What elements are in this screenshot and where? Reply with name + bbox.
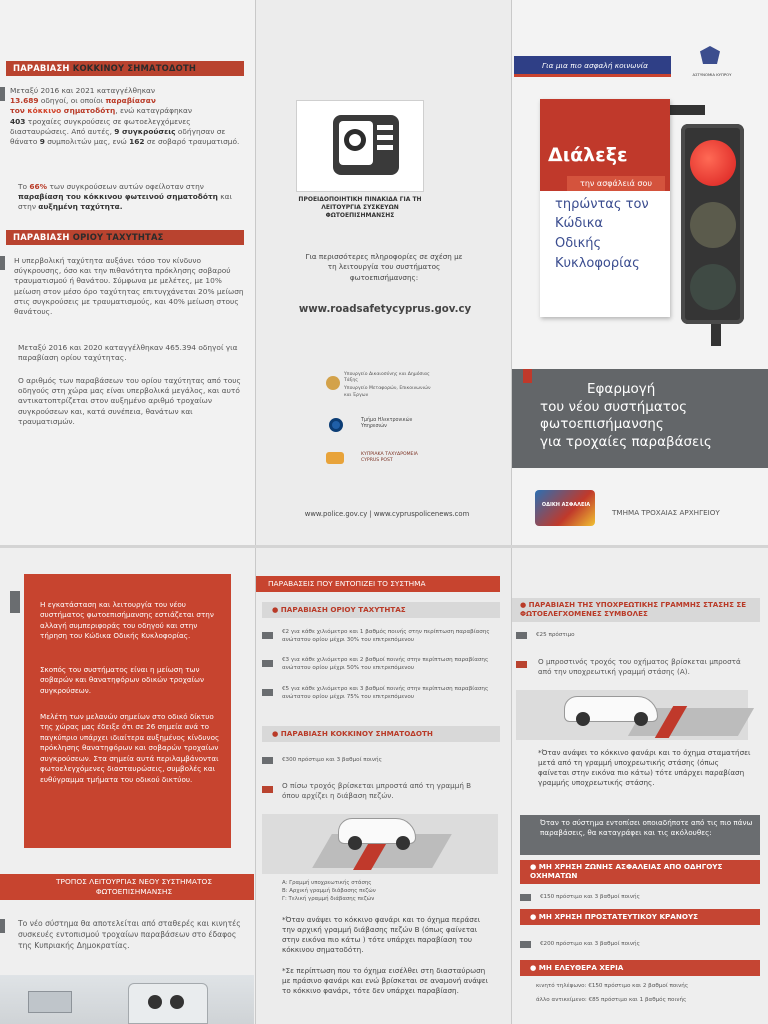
row-marker — [516, 661, 527, 668]
red-light-header: ΠΑΡΑΒΙΑΣΗ ΚΟΚΚΙΝΟΥ ΣΗΜΑΤΟΔΟΤΗ — [6, 61, 244, 76]
tagline-red — [514, 74, 671, 77]
hands-free-fine-phone: κινητό τηλέφωνο: €150 πρόστιμο και 2 βαθμοί ποινής — [536, 983, 689, 989]
red-light-icon — [690, 140, 736, 186]
eservices-logo — [329, 418, 343, 432]
website-link[interactable]: www.roadsafetycyprus.gov.cy — [298, 304, 472, 315]
mode-text: Το νέο σύστημα θα αποτελείται από σταθερές και κινητές συσκευές εντοπισμού τροχαίων παραβάσεων στο έδαφος της Κυπριακής Δημοκρατίας. — [18, 919, 241, 950]
hero-kykloforias: Κυκλοφορίας — [555, 256, 640, 271]
traffic-light-pole — [665, 105, 705, 115]
section-marker — [0, 87, 5, 101]
eservices-name: Τμήμα Ηλεκτρονικών Υπηρεσιών — [361, 418, 413, 430]
mission-marker — [10, 591, 20, 613]
stop-line-note: Ο μπροστινός τροχός του οχήματος βρίσκεται μπροστά από την υποχρεωτική γραμμή στάσης (Α). — [538, 657, 741, 677]
red-light-note: Ο πίσω τροχός βρίσκεται μπροστά από τη γραμμή Β όπου αρχίζει η διάβαση πεζών. — [282, 781, 472, 801]
red-light-violation-title: ● ΠΑΡΑΒΙΑΣΗ ΚΟΚΚΙΝΟΥ ΣΗΜΑΤΟΔΟΤΗ — [262, 726, 500, 742]
hands-free-title: ● ΜΗ ΕΛΕΥΘΕΡΑ ΧΕΡΙΑ — [520, 960, 760, 976]
camera-sign — [296, 100, 424, 192]
road-safety-badge — [535, 490, 595, 526]
hero-safety: την ασφάλειά σου — [567, 176, 665, 191]
dept-name: ΤΜΗΜΑ ΤΡΟΧΑΙΑΣ ΑΡΧΗΓΕΙΟΥ — [612, 508, 720, 517]
red-light-percent: Το 66% των συγκρούσεων αυτών οφείλοταν στην παραβίαση του κόκκινου φωτεινού σηματοδότη και στην αυξημένη ταχύτητα. — [18, 182, 233, 212]
ministry-logo — [326, 376, 340, 390]
tagline-text: Για μια πιο ασφαλή κοινωνία — [542, 61, 648, 70]
speed-fine-1: €2 για κάθε χιλιόμετρο και 1 βαθμός ποινής στην περίπτωση παραβίασης ανώτατου ορίου μέχρι 30% του επιτρεπόμενου — [282, 629, 490, 643]
row-marker — [262, 660, 273, 667]
hero-keeping: τηρώντας τον — [555, 197, 649, 212]
speed-limit-count: Μεταξύ 2016 και 2020 καταγγέλθηκαν 465.394 οδηγοί για παραβίαση ορίου ταχύτητας. — [18, 343, 238, 363]
camera-photo — [0, 975, 254, 1024]
red-light-footnote-1: *Όταν ανάψει το κόκκινο φανάρι και το όχημα περάσει την αρχική γραμμή διάβασης πεζών Β (όπως φαίνεται στην εικόνα πιο κάτω ) τότε υπάρχει παραβίαση του κόκκινου σηματοδότη. — [282, 915, 481, 955]
road-safety-badge-text: ΟΔΙΚΗ ΑΣΦΑΛΕΙΑ — [541, 502, 591, 508]
additional-violations-note: Όταν το σύστημα εντοπίσει οποιαδήποτε από τις πιο πάνω παραβάσεις, θα καταγράφει και τις ακόλουθες: — [520, 815, 760, 855]
helmet-title: ● ΜΗ ΧΡΗΣΗ ΠΡΟΣΤΑΤΕΥΤΙΚΟΥ ΚΡΑΝΟΥΣ — [520, 909, 760, 925]
green-light-icon — [690, 264, 736, 310]
crossing-illustration — [262, 814, 498, 874]
stop-line-title: ● ΠΑΡΑΒΙΑΣΗ ΤΗΣ ΥΠΟΧΡΕΩΤΙΚΗΣ ΓΡΑΜΜΗΣ ΣΤΑΣΗΣ ΣΕ ΦΩΤΟΕΛΕΓΧΟΜΕΝΕΣ ΣΥΜΒΟΛΕΣ — [512, 598, 760, 622]
app-banner-text: Εφαρμογή του νέου συστήματος φωτοεπισήμανσης για τροχαίες παραβάσεις — [540, 381, 712, 450]
row-marker — [520, 894, 531, 901]
mission-p2: Σκοπός του συστήματος είναι η μείωση των σοβαρών και θανατηφόρων οδικών τροχαίων συγκρούσεων. — [40, 665, 205, 695]
speed-limit-header: ΠΑΡΑΒΙΑΣΗ ΟΡΙΟΥ ΤΑΧΥΤΗΤΑΣ — [6, 230, 244, 245]
speed-violation-title: ● ΠΑΡΑΒΙΑΣΗ ΟΡΙΟΥ ΤΑΧΥΤΗΤΑΣ — [262, 602, 500, 618]
hero-choose: Διάλεξε — [548, 144, 628, 166]
footer-links[interactable]: www.police.gov.cy | www.cypruspolicenews.com — [304, 510, 470, 518]
row-marker — [262, 757, 273, 764]
hands-free-fine-other: άλλο αντικείμενο: €85 πρόστιμο και 1 βαθμός ποινής — [536, 997, 687, 1003]
fold-line — [511, 0, 512, 1024]
mode-header-text: ΤΡΟΠΟΣ ΛΕΙΤΟΥΡΓΙΑΣ ΝΕΟΥ ΣΥΣΤΗΜΑΤΟΣ ΦΩΤΟΕΠΙΣΗΜΑΝΣΗΣ — [55, 877, 212, 896]
seatbelt-title: ● ΜΗ ΧΡΗΣΗ ΖΩΝΗΣ ΑΣΦΑΛΕΙΑΣ ΑΠΟ ΟΔΗΓΟΥΣ ΟΧΗΜΑΤΩΝ — [520, 860, 760, 884]
section-marker — [0, 256, 5, 270]
section-marker — [0, 919, 5, 933]
helmet-fine: €200 πρόστιμο και 3 βαθμοί ποινής — [540, 941, 640, 947]
speed-limit-consequence: Ο αριθμός των παραβάσεων του ορίου ταχύτητας από τους οδηγούς στη χώρα μας είναι υπερβολικά μεγάλος, και αυτό αντικατοπτρίζεται στον αυξημένο αριθμό τροχαίων συγκρούσεων και, κατά συνέπεια, θανάτων και τραυματισμών. — [18, 376, 241, 426]
stop-line-fine: €25 πρόστιμο — [536, 632, 575, 638]
row-marker — [516, 632, 527, 639]
speed-fine-2: €3 για κάθε χιλιόμετρο και 2 βαθμοί ποινής στην περίπτωση παραβίασης ανώτατου ορίου μέχρι 50% του επιτρεπόμενου — [282, 657, 489, 671]
amber-light-icon — [690, 202, 736, 248]
speed-fine-3: €5 για κάθε χιλιόμετρο και 3 βαθμοί ποινής στην περίπτωση παραβίασης ανώτατου ορίου μέχρι 75% του επιτρεπόμενου — [282, 686, 489, 700]
ministry-name: Υπουργείο Δικαιοσύνης και Δημόσιας Τάξης Υπουργείο Μεταφορών, Επικοινωνιών και Έργων — [344, 372, 431, 398]
row-marker — [520, 941, 531, 948]
seatbelt-fine: €150 πρόστιμο και 3 βαθμοί ποινής — [540, 894, 640, 900]
page-divider — [0, 545, 768, 548]
red-light-stats: Μεταξύ 2016 και 2021 καταγγέλθηκαν 13.689 οδηγοί, οι οποίοι παραβίασαν τον κόκκινο σηματοδότη, ενώ καταγράφηκαν 403 τροχαίες συγκρούσεις σε φωτοελεγχόμενες διασταυρώσεις. Από αυτές, 9 συγκρούσεις οδήγησαν σε θάνατο 9 συμπολιτών μας, ενώ 162 σε σοβαρό τραυματισμό. — [10, 86, 240, 147]
sign-caption: ΠΡΟΕΙΔΟΠΟΙΗΤΙΚΗ ΠΙΝΑΚΙΔΑ ΓΙΑ ΤΗ ΛΕΙΤΟΥΡΓΙΑ ΣΥΣΚΕΥΩΝ ΦΩΤΟΕΠΙΣΗΜΑΝΣΗΣ — [298, 196, 422, 220]
mission-p1: Η εγκατάσταση και λειτουργία του νέου συστήματος φωτοεπισήμανσης εστιάζεται στην αλλαγή συμπεριφοράς του οδηγού και στην τήρηση του Κώδικα Οδικής Κυκλοφορίας. — [40, 600, 214, 641]
cyprus-post-name: ΚΥΠΡΙΑΚΑ ΤΑΧΥΔΡΟΜΕΙΑ CYPRUS POST — [361, 452, 418, 464]
hero-odikis: Οδικής — [555, 236, 602, 251]
row-marker — [262, 689, 273, 696]
stop-line-illustration — [516, 690, 748, 740]
mission-p3: Μελέτη των μελανών σημείων στο οδικό δίκτυο της χώρας μας έδειξε ότι σε 26 σημεία ανά το παγκύπριο υπάρχει ιδιαίτερα αυξημένος κίνδυνος πρόκλησης θανατηφόρων και σοβαρών τροχαίων συγκρούσεων. Στα σημεία αυτά περιλαμβάνονται φωτοελεγχόμενες διασταυρώσεις, συμβολές και ευθύγραμμα τμήματα του οδικού δικτύου. — [40, 712, 220, 784]
cyprus-post-logo — [326, 452, 344, 464]
red-light-fine: €300 πρόστιμο και 3 βαθμοί ποινής — [282, 757, 382, 763]
info-text: Για περισσότερες πληροφορίες σε σχέση με τη λειτουργία του συστήματος φωτοεπισήμανσης: — [305, 252, 463, 282]
row-marker — [262, 786, 273, 793]
red-light-footnote-2: *Σε περίπτωση που το όχημα εισέλθει στη διασταύρωση με πράσινο φανάρι και ενώ βρίσκεται σε αναμονή ανάψει το κόκκινο φανάρι, τότε δεν υπάρχει παραβίαση. — [282, 966, 489, 996]
violations-header: ΠΑΡΑΒΑΣΕΙΣ ΠΟΥ ΕΝΤΟΠΙΖΕΙ ΤΟ ΣΥΣΤΗΜΑ — [256, 576, 500, 592]
stop-line-footnote: *Όταν ανάψει το κόκκινο φανάρι και το όχημα σταματήσει μετά από τη γραμμή υποχρεωτικής στάσης (όπως φαίνεται στην εικόνα πιο κάτω) τότε υπάρχει παραβίαση γραμμής υποχρεωτικής στάσης. — [538, 748, 751, 788]
fold-line — [255, 0, 256, 1024]
row-marker — [262, 632, 273, 639]
crossing-legend: A: Γραμμή υποχρεωτικής στάσης B: Αρχική γραμμή διάβασης πεζών Γ: Τελική γραμμή διάβασης πεζών — [282, 880, 376, 902]
speed-limit-text: Η υπερβολική ταχύτητα αυξάνει τόσο τον κίνδυνο σύγκρουσης, όσο και την πιθανότητα πρόκλησης σοβαρού τραυματισμού ή θανάτου. Σύμφωνα με μελέτες, με 10% μείωση στον μέσο όρο ταχύτητας επιτυγχάνεται 20% μείωση στις συγκρούσεις με τραυματισμούς, και 40% μείωση στους θανάτους. — [14, 256, 244, 317]
hero-kodika: Κώδικα — [555, 216, 603, 231]
camera-icon — [333, 115, 399, 175]
police-label: ΑΣΤΥΝΟΜΙΑ ΚΥΠΡΟΥ — [692, 72, 732, 77]
